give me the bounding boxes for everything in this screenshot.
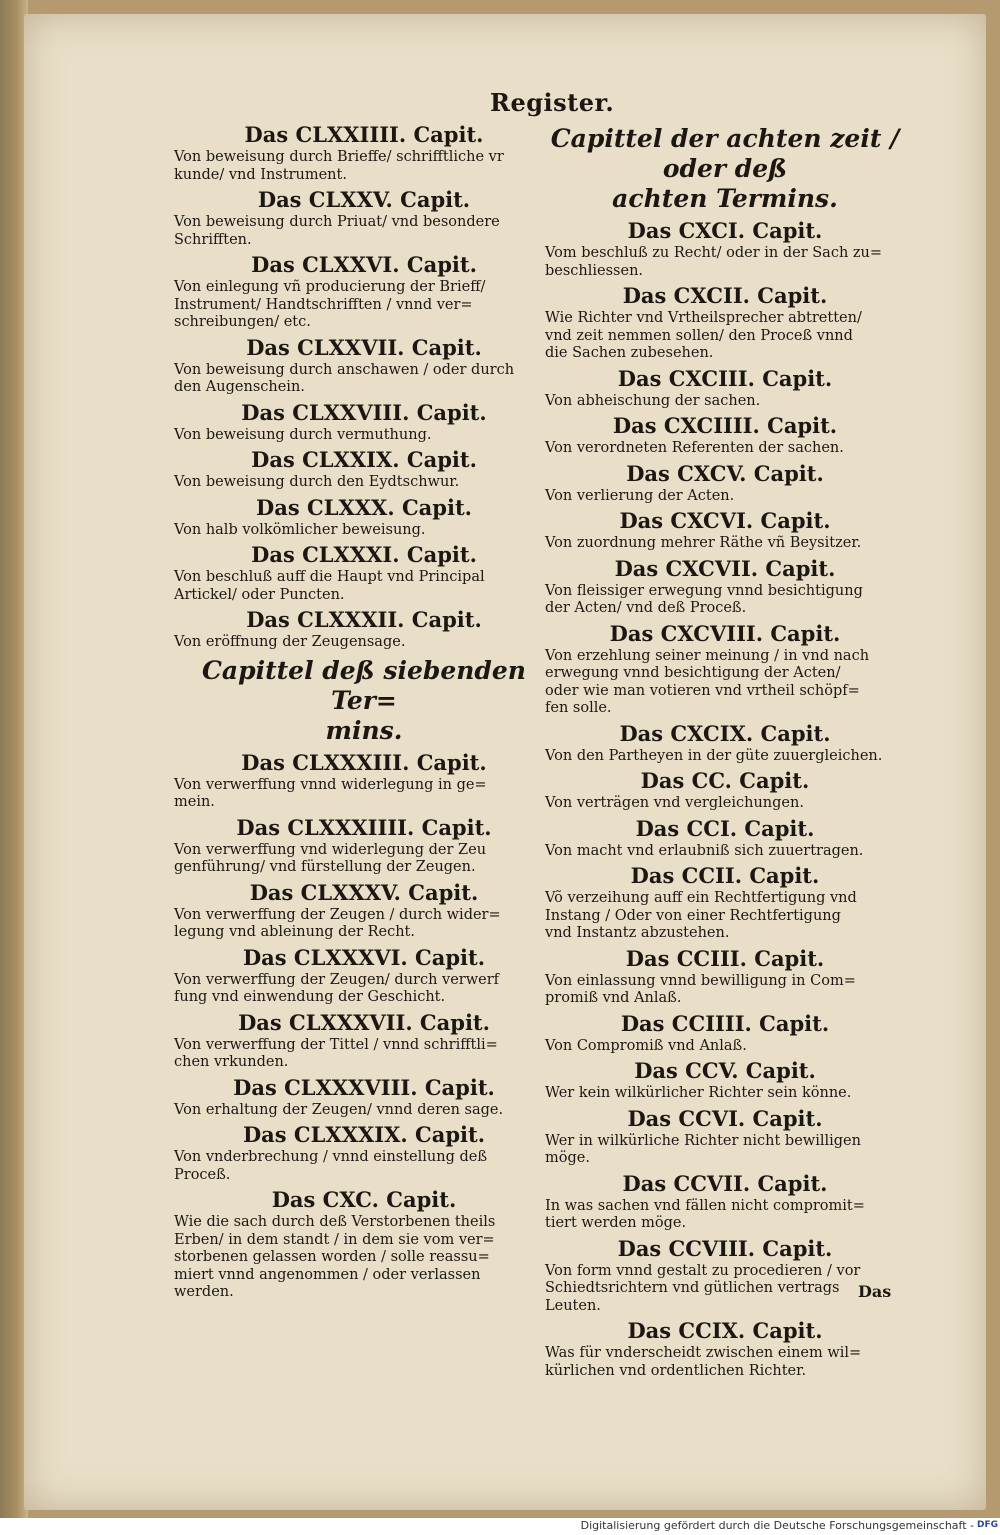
chapter-entry xyxy=(174,634,554,652)
text-line: Von beweisung durch anschawen / oder durch xyxy=(174,361,515,378)
text-line: Von erzehlung seiner meinung / in vnd nach xyxy=(545,647,870,664)
text-line: Wie die sach durch deß Verstorbenen theils xyxy=(174,1214,496,1230)
chapter-heading: Das CLXXXVI. Capit. xyxy=(242,944,486,970)
text-line: Von verordneten Referenten der sachen. xyxy=(545,440,844,456)
text-line: Von beweisung durch den Eydtschwur. xyxy=(174,474,460,490)
chapter-entry xyxy=(174,522,554,540)
text-line: genführung/ vnd fürstellung der Zeugen. xyxy=(174,859,476,875)
text-line: vnd Instantz abzustehen. xyxy=(545,925,730,941)
text-line: achten Termins. xyxy=(612,184,838,213)
text-line: Von verlierung der Acten. xyxy=(545,487,735,504)
chapter-entry xyxy=(174,214,554,249)
chapter-entry xyxy=(545,843,905,861)
text-line: Von verwerffung der Tittel / vnnd schrifftli= xyxy=(174,1036,498,1053)
chapter-heading: Das CXCVIII. Capit. xyxy=(609,620,841,646)
text-line: Instrument/ Handtschrifften / vnnd ver= xyxy=(174,296,473,313)
text-line: Wie Richter vnd Vrtheilsprecher abtretten/ xyxy=(545,310,862,326)
text-line: möge. xyxy=(545,1150,590,1166)
text-line: Capittel deß siebenden Ter= xyxy=(202,655,526,715)
text-line: Võ verzeihung auff ein Rechtfertigung vnd xyxy=(545,890,857,906)
catchword: Das xyxy=(858,1282,892,1301)
text-line: kürlichen vnd ordentlichen Richter. xyxy=(545,1362,807,1379)
chapter-heading: Das CLXXXI. Capit. xyxy=(251,542,477,567)
text-line: legung vnd ableinung der Recht. xyxy=(174,924,415,940)
chapter-heading: Das CLXXXV. Capit. xyxy=(249,879,479,905)
section-title xyxy=(545,124,905,214)
text-line: Von verwerffung der Zeugen/ durch verwerf xyxy=(174,971,500,988)
chapter-entry xyxy=(174,362,554,397)
chapter-heading: Das CLXXVIII. Capit. xyxy=(241,399,487,425)
text-line: beschliessen. xyxy=(545,262,644,279)
chapter-heading: Das CXCIIII. Capit. xyxy=(612,413,838,438)
chapter-heading: Das CC. Capit. xyxy=(640,768,810,793)
chapter-heading: Das CXCIX. Capit. xyxy=(619,720,831,746)
text-line: erwegung vnnd besichtigung der Acten/ xyxy=(545,665,841,681)
chapter-heading: Das CCV. Capit. xyxy=(634,1058,816,1083)
chapter-heading: Das CCIII. Capit. xyxy=(625,945,825,971)
chapter-entry xyxy=(174,842,554,877)
chapter-entry xyxy=(545,1085,905,1103)
text-line: In was sachen vnd fällen nicht compromit= xyxy=(545,1197,865,1214)
text-line: Instang / Oder von einer Rechtfertigung xyxy=(545,907,841,924)
chapter-entry xyxy=(545,245,905,280)
chapter-entry xyxy=(545,890,905,943)
text-line: Von macht vnd erlaubniß sich zuuertragen. xyxy=(545,842,864,859)
chapter-entry xyxy=(174,474,554,492)
chapter-entry xyxy=(545,535,905,553)
chapter-entry xyxy=(174,279,554,332)
chapter-entry xyxy=(545,310,905,363)
chapter-entry xyxy=(174,1037,554,1072)
chapter-heading: Das CLXXVI. Capit. xyxy=(251,252,477,277)
text-line: den Augenschein. xyxy=(174,379,305,395)
chapter-heading: Das CXCII. Capit. xyxy=(622,283,828,308)
text-line: Von zuordnung mehrer Räthe vñ Beysitzer. xyxy=(545,535,862,551)
dfg-logo-icon: DFG xyxy=(977,1520,999,1530)
chapter-heading: Das CXCVII. Capit. xyxy=(614,555,836,581)
chapter-entry xyxy=(545,973,905,1008)
text-line: Von verwerffung vnnd widerlegung in ge= xyxy=(174,776,487,793)
chapter-entry xyxy=(174,1214,554,1302)
chapter-entry xyxy=(545,440,905,458)
text-line: Schiedtsrichtern vnd gütlichen vertrags xyxy=(545,1280,840,1296)
text-line: schreibungen/ etc. xyxy=(174,314,311,330)
text-line: miert vnnd angenommen / oder verlassen xyxy=(174,1266,481,1283)
chapter-entry xyxy=(174,569,554,604)
chapter-entry xyxy=(174,427,554,445)
chapter-heading: Das CCVI. Capit. xyxy=(627,1105,823,1131)
chapter-heading: Das CLXXIX. Capit. xyxy=(251,447,477,472)
text-line: Von den Partheyen in der güte zuuergleichen. xyxy=(545,747,883,764)
chapter-entry xyxy=(545,1198,905,1233)
text-line: Leuten. xyxy=(545,1297,601,1314)
chapter-heading: Das CCIIII. Capit. xyxy=(620,1010,830,1036)
text-line: Von abheischung der sachen. xyxy=(545,392,761,409)
section-title xyxy=(174,656,554,746)
text-line: Von beschluß auff die Haupt vnd Principal xyxy=(174,569,485,585)
text-line: Wer in wilkürliche Richter nicht bewilligen xyxy=(545,1132,861,1149)
chapter-heading: Das CLXXXIIII. Capit. xyxy=(236,814,492,840)
chapter-entry xyxy=(174,907,554,942)
text-line: oder wie man votieren vnd vrtheil schöpf= xyxy=(545,682,860,699)
footer-credit: Digitalisierung gefördert durch die Deutsche Forschungsgemeinschaft - xyxy=(580,1519,974,1532)
chapter-heading: Das CLXXVII. Capit. xyxy=(246,334,482,360)
chapter-heading: Das CLXXXVII. Capit. xyxy=(238,1009,490,1035)
text-line: Artickel/ oder Puncten. xyxy=(174,586,345,603)
text-line: Von verwerffung vnd widerlegung der Zeu xyxy=(174,841,487,858)
text-line: Von verwerffung der Zeugen / durch wider= xyxy=(174,906,501,923)
text-line: Von beweisung durch Brieffe/ schrifftliche vr xyxy=(174,149,504,165)
text-line: Was für vnderscheidt zwischen einem wil= xyxy=(545,1345,862,1361)
text-line: fen solle. xyxy=(545,700,612,716)
text-line: mins. xyxy=(325,715,403,745)
text-line: Von beweisung durch Priuat/ vnd besondere xyxy=(174,214,500,230)
chapter-entry xyxy=(174,1102,554,1120)
text-line: werden. xyxy=(174,1284,234,1300)
chapter-heading: Das CLXXV. Capit. xyxy=(257,187,471,212)
chapter-heading: Das CLXXIIII. Capit. xyxy=(244,122,484,147)
text-line: promiß vnd Anlaß. xyxy=(545,990,682,1006)
chapter-entry xyxy=(174,149,554,184)
left-column xyxy=(174,120,554,1303)
text-line: Von einlassung vnnd bewilligung in Com= xyxy=(545,972,856,989)
text-line: tiert werden möge. xyxy=(545,1215,687,1231)
chapter-entry xyxy=(545,1133,905,1168)
text-line: Von fleissiger erwegung vnnd besichtigung xyxy=(545,582,863,599)
chapter-heading: Das CCVIII. Capit. xyxy=(617,1235,833,1261)
text-line: Von erhaltung der Zeugen/ vnnd deren sage. xyxy=(174,1101,504,1118)
text-line: storbenen gelassen worden / solle reassu= xyxy=(174,1249,490,1265)
chapter-entry xyxy=(174,777,554,812)
text-line: Von beweisung durch vermuthung. xyxy=(174,426,432,443)
text-line: Von Compromiß vnd Anlaß. xyxy=(545,1037,747,1054)
chapter-entry xyxy=(545,1345,905,1380)
text-line: Vom beschluß zu Recht/ oder in der Sach zu= xyxy=(545,245,883,261)
chapter-heading: Das CXCVI. Capit. xyxy=(619,508,831,533)
text-line: fung vnd einwendung der Geschicht. xyxy=(174,989,446,1005)
text-line: Von eröffnung der Zeugensage. xyxy=(174,634,406,650)
chapter-heading: Das CLXXXIX. Capit. xyxy=(242,1122,486,1147)
chapter-heading: Das CXCIII. Capit. xyxy=(617,365,833,391)
chapter-entry xyxy=(545,393,905,411)
chapter-heading: Das CLXXX. Capit. xyxy=(256,494,472,520)
text-line: chen vrkunden. xyxy=(174,1054,289,1070)
chapter-entry xyxy=(545,583,905,618)
chapter-entry xyxy=(545,748,905,766)
chapter-entry xyxy=(545,1038,905,1056)
text-line: der Acten/ vnd deß Proceß. xyxy=(545,600,747,616)
chapter-heading: Das CLXXXIII. Capit. xyxy=(241,749,487,775)
chapter-heading: Das CXCI. Capit. xyxy=(627,218,823,243)
text-line: kunde/ vnd Instrument. xyxy=(174,166,347,183)
chapter-entry xyxy=(545,795,905,813)
text-line: mein. xyxy=(174,794,215,810)
text-line: Wer kein wilkürlicher Richter sein könne. xyxy=(545,1085,852,1101)
chapter-heading: Das CCI. Capit. xyxy=(635,815,815,841)
chapter-entry xyxy=(545,648,905,718)
running-head: Register. xyxy=(490,88,615,117)
text-line: Von vnderbrechung / vnnd einstellung deß xyxy=(174,1149,488,1165)
right-column xyxy=(545,120,905,1381)
text-line: Von einlegung vñ producierung der Brieff/ xyxy=(174,279,486,295)
chapter-entry xyxy=(174,1149,554,1184)
chapter-heading: Das CCII. Capit. xyxy=(630,863,820,888)
chapter-heading: Das CLXXXVIII. Capit. xyxy=(233,1074,495,1100)
chapter-entry xyxy=(174,972,554,1007)
text-line: Erben/ in dem standt / in dem sie vom ver= xyxy=(174,1231,495,1248)
text-line: Von halb volkömlicher beweisung. xyxy=(174,521,426,538)
text-line: Von form vnnd gestalt zu procedieren / vor xyxy=(545,1262,861,1279)
chapter-heading: Das CXCV. Capit. xyxy=(626,460,824,486)
text-line: Capittel der achten zeit / oder deß xyxy=(550,124,900,183)
text-line: Schrifften. xyxy=(174,231,252,248)
chapter-heading: Das CXC. Capit. xyxy=(271,1187,457,1212)
text-line: vnd zeit nemmen sollen/ den Proceß vnnd xyxy=(545,327,853,344)
chapter-heading: Das CCIX. Capit. xyxy=(627,1318,823,1343)
text-line: Von verträgen vnd vergleichungen. xyxy=(545,795,804,811)
chapter-heading: Das CCVII. Capit. xyxy=(622,1170,828,1196)
text-line: die Sachen zubesehen. xyxy=(545,345,714,361)
chapter-entry xyxy=(545,1263,905,1316)
chapter-heading: Das CLXXXII. Capit. xyxy=(246,607,482,632)
text-line: Proceß. xyxy=(174,1166,231,1183)
chapter-entry xyxy=(545,488,905,506)
